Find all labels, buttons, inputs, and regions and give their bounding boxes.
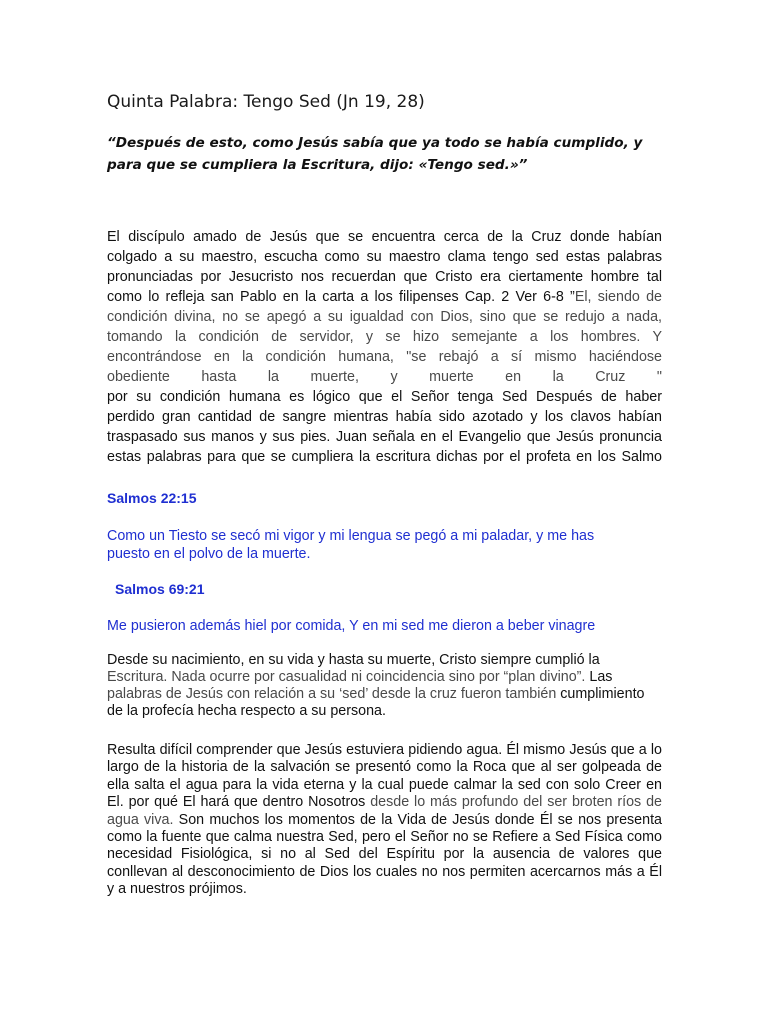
paragraph-3 [107,742,662,899]
paragraph-1-line [107,287,662,307]
paragraph-3-text: desde lo más profundo del ser broten ríos de agua viva. [107,794,662,828]
paragraph-1-line: estas palabras para que se cumpliera la escritura dichas por el profeta en los Salmo [107,449,662,465]
paragraph-2-text: Desde su nacimiento, en su vida y hasta su muerte, Cristo siempre cumplió la [107,652,600,668]
paragraph-1-line: obediente hasta la muerte, y muerte en la Cruz " [107,369,662,385]
psalm-69-reference: Salmos 69:21 [115,581,205,597]
paragraph-2-text: cumplimiento de la profecía hecha respecto a su persona. [107,686,645,719]
paragraph-3-text: Resulta difícil comprender que Jesús estuviera pidiendo agua. Él mismo Jesús que a lo largo de la historia de la salvación se presentó como la Roca que al ser golpeada de ella salta el agua para la vida eterna y la cual puede calmar la sed con solo Creer en El. por qué El hará que dentro Nosotros [107,742,662,811]
paragraph-1-line: tomando la condición de servidor, y se hizo semejante a los hombres. Y [107,329,662,345]
paragraph-1-line: condición divina, no se apegó a su igualdad con Dios, sino que se redujo a nada, [107,309,662,325]
paragraph-1-line: encontrándose en la condición humana, "se rebajó a sí mismo haciéndose [107,349,662,365]
paragraph-1-line: traspasado sus manos y sus pies. Juan señala en el Evangelio que Jesús pronuncia [107,429,662,445]
psalm-22-verse: Como un Tiesto se secó mi vigor y mi lengua se pegó a mi paladar, y me has puesto en el polvo de la muerte. [107,528,595,562]
paragraph-1-line: colgado a su maestro, escucha como su maestro clama tengo sed estas palabras [107,249,662,265]
paragraph-1 [107,227,662,467]
paragraph-2-text: palabras de Jesús con relación a su ‘sed’ desde la cruz fueron también [107,686,557,702]
paragraph-2-text: Escritura. Nada ocurre por casualidad ni coincidencia sino por “plan divino”. [107,669,586,685]
paragraph-2 [107,652,647,720]
psalm-22-reference: Salmos 22:15 [107,490,197,506]
psalm-69-verse: Me pusieron además hiel por comida, Y en mi sed me dieron a beber vinagre [107,618,596,634]
paragraph-3-text: Son muchos los momentos de la Vida de Jesús donde Él se nos presenta como la fuente que calma nuestra Sed, pero el Señor no se Refiere a Sed Física como necesidad Fisiológica, si no al Sed del Espíritu por la ausencia de valores que conllevan al desconocimiento de Dios los cuales no nos permiten acercarnos más a Él y a nuestros prójimos. [107,811,662,898]
philippians-quote-start: El, siendo de [574,289,662,305]
paragraph-1-line: pronunciadas por Jesucristo nos recuerdan que Cristo era ciertamente hombre tal [107,269,662,285]
paragraph-2-text: Las [585,669,613,685]
paragraph-1-line: por su condición humana es lógico que el Señor tenga Sed Después de haber [107,389,662,405]
paragraph-1-line: El discípulo amado de Jesús que se encuentra cerca de la Cruz donde habían [107,229,662,245]
paragraph-1-line-text: como lo refleja san Pablo en la carta a los filipenses Cap. 2 Ver 6-8 ” [107,289,575,305]
page-title: Quinta Palabra: Tengo Sed (Jn 19, 28) [107,92,425,112]
opening-quote: “Después de esto, como Jesús sabía que ya todo se había cumplido, y para que se cumpliera la Escritura, dijo: «Tengo sed.»” [107,135,643,173]
paragraph-1-line: perdido gran cantidad de sangre mientras había sido azotado y los clavos habían [107,409,662,425]
